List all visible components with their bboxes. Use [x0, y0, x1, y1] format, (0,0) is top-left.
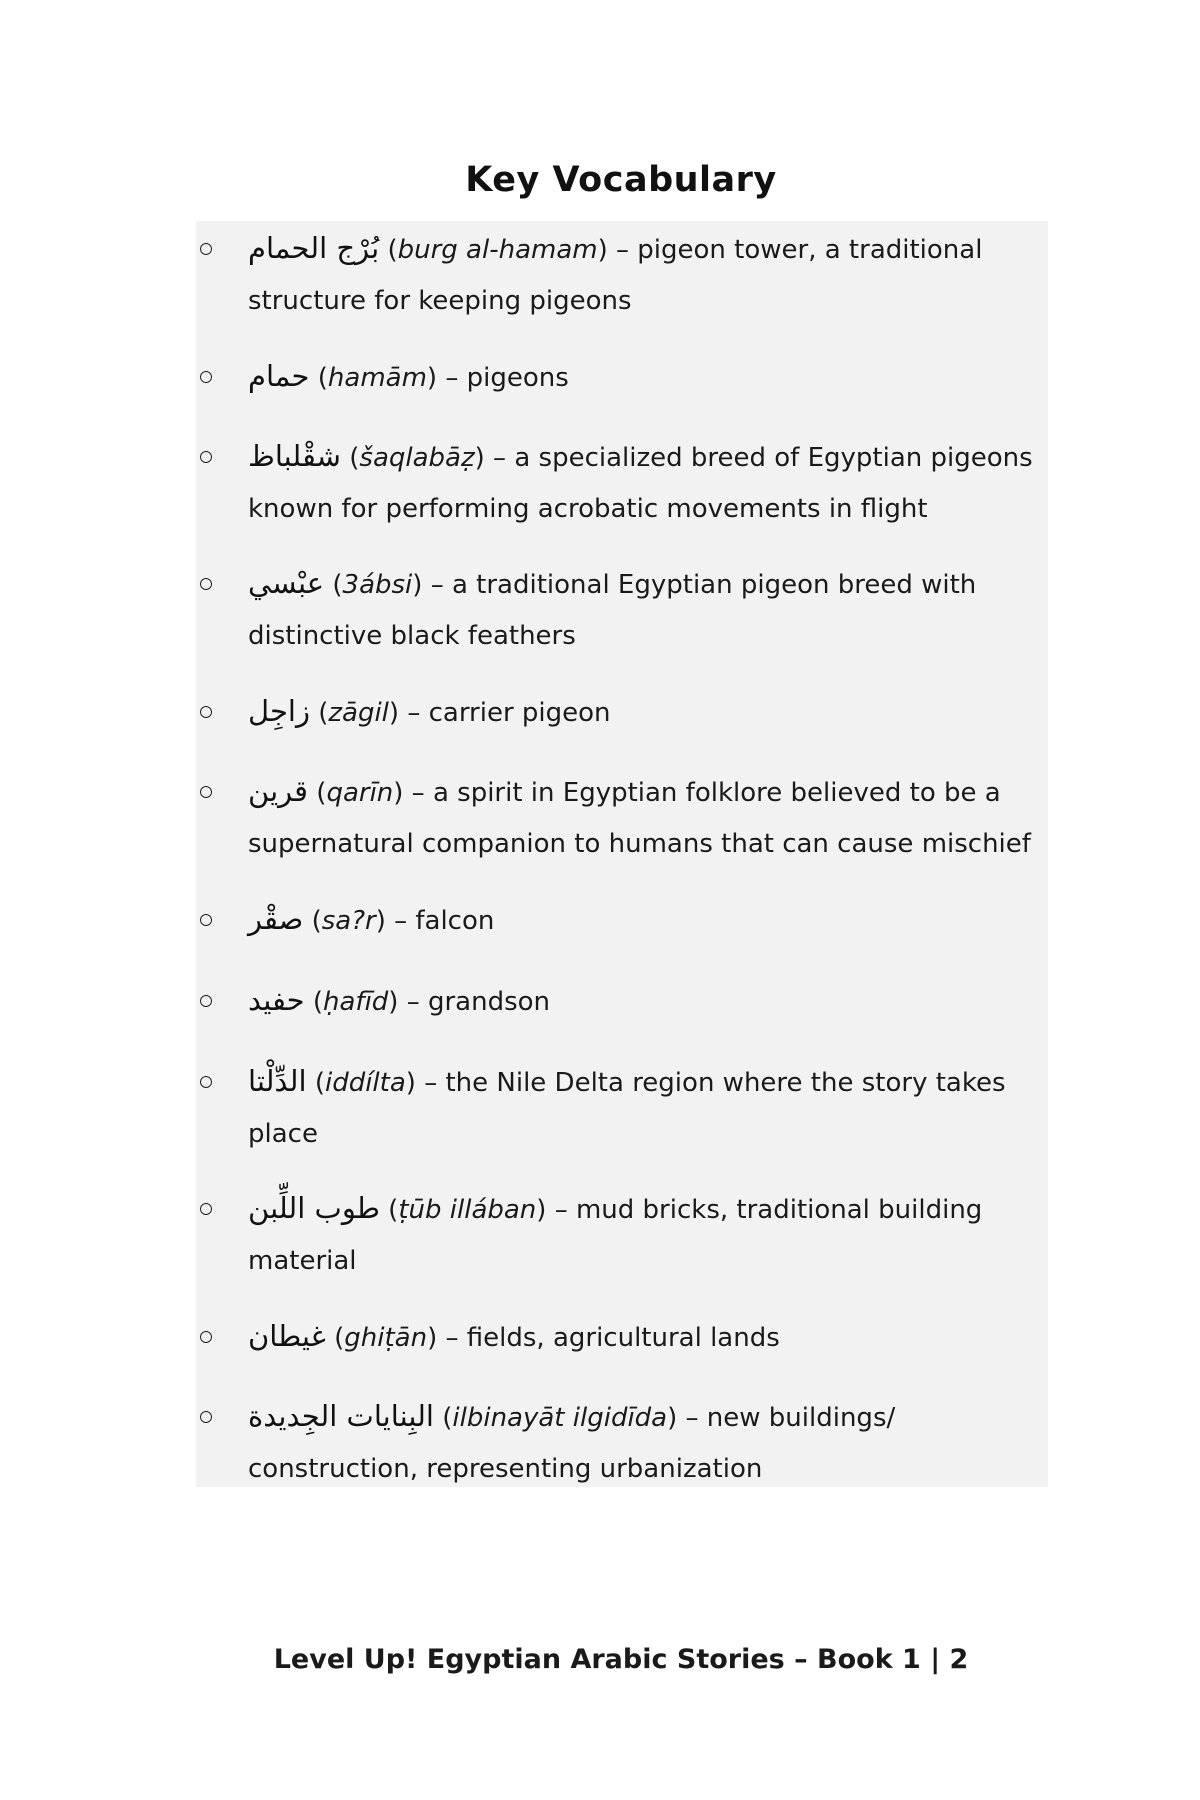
definition: – new buildings/ construction, representing urbanization	[248, 1403, 896, 1484]
definition: – pigeons	[437, 363, 569, 393]
vocabulary-box: بُرْج الحمام (burg al-hamam) – pigeon tower, a traditional structure for keeping pigeons حمام (hamām) – pigeons شقْلباظ (šaqlabāẓ) – a specialized breed of Egyptian pigeons known for performing acrobatic movements in flight عبْسي (3ábsi) – a traditional Egyptian pigeon breed with distinctive black feathers زاجِل (zāgil) – carrier pigeon قرين (qarīn) – a spirit in Egyptian folklore believed to be a supernatural companion to humans that can cause mischief صقْر (sa?r) – falcon حفيد (ḥafīd) – grandson الدِّلْتا (iddílta) – the Nile Delta region where the story takes place طوب اللِّبن (ṭūb illában) – mud bricks, traditional building material غيطان (ghiṭān) – fields, agricultural lands البِنايات الجِديدة (ilbinayāt ilgidīda) – new buildings/ construction, representing urbanization	[196, 221, 1048, 1487]
bullet-icon	[200, 1331, 212, 1343]
definition: – a traditional Egyptian pigeon breed with distinctive black feathers	[248, 570, 977, 651]
arabic-term: بُرْج الحمام	[248, 231, 380, 265]
arabic-term: الدِّلْتا	[248, 1064, 307, 1098]
bullet-icon	[200, 1411, 212, 1423]
bullet-icon	[200, 243, 212, 255]
transliteration: ghiṭān	[344, 1323, 428, 1353]
definition: – fields, agricultural lands	[437, 1323, 780, 1353]
transliteration: šaqlabāẓ	[359, 443, 475, 473]
arabic-term: طوب اللِّبن	[248, 1191, 380, 1225]
bullet-icon	[200, 578, 212, 590]
definition: – a specialized breed of Egyptian pigeons known for performing acrobatic movements in flight	[248, 443, 1033, 524]
transliteration: ḥafīd	[323, 987, 389, 1017]
transliteration: sa?r	[321, 906, 376, 936]
bullet-icon	[200, 706, 212, 718]
bullet-icon	[200, 371, 212, 383]
bullet-icon	[200, 914, 212, 926]
bullet-icon	[200, 995, 212, 1007]
transliteration: qarīn	[326, 778, 394, 808]
arabic-term: حفيد	[248, 983, 305, 1017]
transliteration: burg al-hamam	[397, 235, 598, 265]
definition: – the Nile Delta region where the story takes place	[248, 1068, 1006, 1149]
transliteration: iddílta	[324, 1068, 406, 1098]
arabic-term: زاجِل	[248, 694, 310, 728]
arabic-term: شقْلباظ	[248, 439, 341, 473]
definition: – a spirit in Egyptian folklore believed to be a supernatural companion to humans that can cause mischief	[248, 778, 1031, 859]
arabic-term: قرين	[248, 774, 309, 808]
arabic-term: عبْسي	[248, 566, 325, 600]
bullet-icon	[200, 1203, 212, 1215]
transliteration: hamām	[327, 363, 427, 393]
page-title: Key Vocabulary	[465, 160, 777, 200]
definition: – mud bricks, traditional building material	[248, 1195, 983, 1276]
bullet-icon	[200, 451, 212, 463]
arabic-term: البِنايات الجِديدة	[248, 1399, 434, 1433]
transliteration: ṭūb illában	[398, 1195, 537, 1225]
page-footer: Level Up! Egyptian Arabic Stories – Book 1 | 2	[273, 1644, 969, 1675]
transliteration: ilbinayāt ilgidīda	[452, 1403, 668, 1433]
transliteration: 3ábsi	[342, 570, 413, 600]
arabic-term: حمام	[248, 359, 310, 393]
bullet-icon	[200, 1076, 212, 1088]
definition: – grandson	[398, 987, 551, 1017]
bullet-icon	[200, 786, 212, 798]
definition: – falcon	[385, 906, 495, 936]
arabic-term: غيطان	[248, 1319, 326, 1353]
definition: – carrier pigeon	[399, 698, 611, 728]
transliteration: zāgil	[328, 698, 389, 728]
definition: – pigeon tower, a traditional structure for keeping pigeons	[248, 235, 983, 316]
arabic-term: صقْر	[248, 902, 304, 936]
